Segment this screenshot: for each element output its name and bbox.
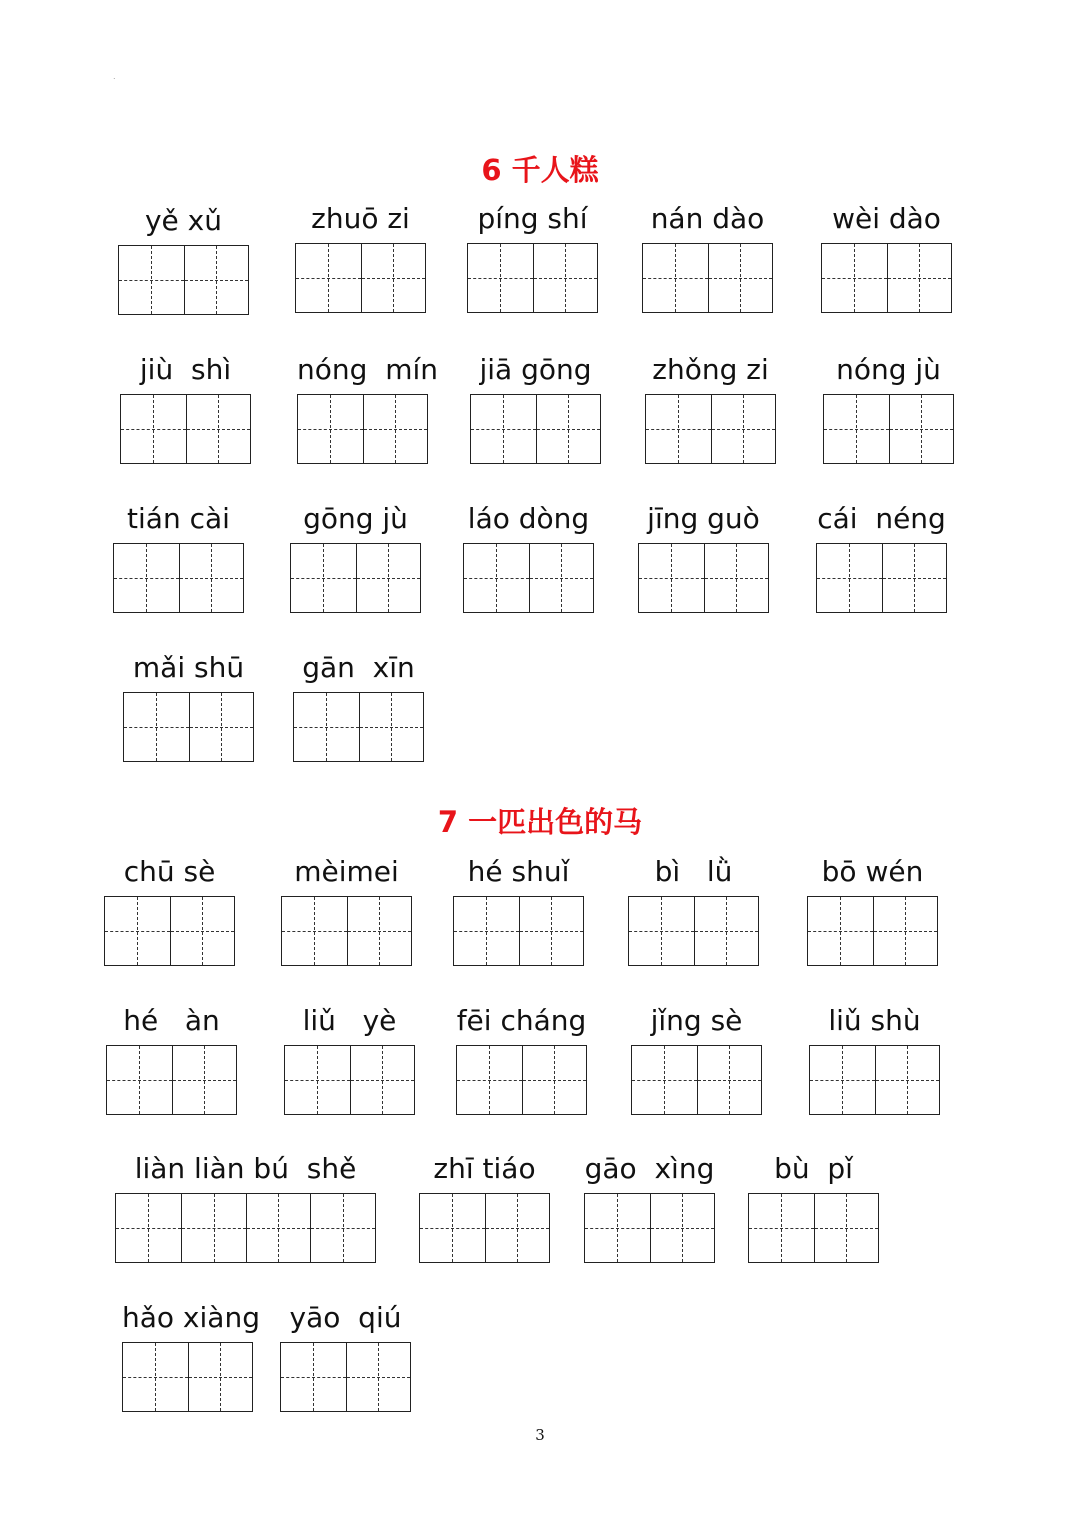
writing-grid[interactable]	[123, 692, 254, 762]
vocab-item	[419, 1153, 550, 1265]
writing-grid[interactable]	[467, 243, 598, 313]
writing-grid[interactable]	[280, 1342, 411, 1412]
vocab-item	[293, 652, 424, 764]
tianzige-cell[interactable]	[585, 1194, 650, 1262]
tianzige-cell[interactable]	[186, 395, 251, 463]
vocab-item	[821, 203, 952, 315]
writing-grid[interactable]	[290, 543, 421, 613]
writing-grid[interactable]	[453, 896, 584, 966]
vocab-item	[584, 1153, 715, 1265]
vocab-item	[106, 1005, 237, 1117]
pinyin-label: nóng jù	[836, 353, 941, 386]
pinyin-label: fēi cháng	[456, 1004, 587, 1037]
writing-grid[interactable]	[281, 896, 412, 966]
vocab-item	[809, 1005, 940, 1117]
vocab-item	[295, 203, 426, 315]
tianzige-cell[interactable]	[356, 544, 421, 612]
tianzige-cell[interactable]	[114, 544, 179, 612]
tianzige-cell[interactable]	[188, 1343, 253, 1411]
pinyin-label: mèimei	[294, 855, 399, 888]
tianzige-cell[interactable]	[310, 1194, 375, 1262]
writing-grid[interactable]	[807, 896, 938, 966]
vocab-item	[280, 1302, 411, 1414]
writing-grid[interactable]	[104, 896, 235, 966]
tianzige-cell[interactable]	[359, 693, 424, 761]
tianzige-cell[interactable]	[468, 244, 533, 312]
tianzige-cell[interactable]	[629, 897, 694, 965]
lesson-title: 6 千人糕	[481, 153, 599, 187]
tianzige-cell[interactable]	[457, 1046, 522, 1114]
tianzige-cell[interactable]	[184, 246, 249, 314]
writing-grid[interactable]	[645, 394, 776, 464]
tianzige-cell[interactable]	[123, 1343, 188, 1411]
pinyin-label: gōng jù	[303, 502, 408, 535]
tianzige-cell[interactable]	[711, 395, 776, 463]
vocab-item	[642, 203, 773, 315]
tianzige-cell[interactable]	[533, 244, 598, 312]
pinyin-label: jīng guò	[647, 502, 760, 535]
tianzige-cell[interactable]	[873, 897, 938, 965]
writing-grid[interactable]	[631, 1045, 762, 1115]
tianzige-cell[interactable]	[529, 544, 594, 612]
tianzige-cell[interactable]	[107, 1046, 172, 1114]
writing-grid[interactable]	[284, 1045, 415, 1115]
writing-grid[interactable]	[809, 1045, 940, 1115]
writing-grid[interactable]	[106, 1045, 237, 1115]
pinyin-label: gāo xìng	[584, 1152, 715, 1185]
writing-grid[interactable]	[628, 896, 759, 966]
vocab-item	[628, 856, 759, 968]
tianzige-cell[interactable]	[189, 693, 254, 761]
pinyin-label: bù pǐ	[774, 1152, 853, 1185]
tianzige-cell[interactable]	[650, 1194, 715, 1262]
tianzige-cell[interactable]	[639, 544, 704, 612]
tianzige-cell[interactable]	[694, 897, 759, 965]
writing-grid[interactable]	[584, 1193, 715, 1263]
vocab-item	[467, 203, 598, 315]
vocab-item	[748, 1153, 879, 1265]
vocab-item	[113, 503, 244, 615]
lesson-title: 7 一匹出色的马	[437, 805, 643, 839]
pinyin-label: cái néng	[817, 502, 946, 535]
tianzige-cell[interactable]	[697, 1046, 762, 1114]
tianzige-cell[interactable]	[361, 244, 426, 312]
pinyin-label: jiù shì	[139, 353, 232, 386]
tianzige-cell[interactable]	[704, 544, 769, 612]
pinyin-label: mǎi shū	[132, 651, 245, 684]
writing-grid[interactable]	[463, 543, 594, 613]
pinyin-label: bō wén	[821, 855, 924, 888]
pinyin-label: liàn liàn bú shě	[134, 1152, 357, 1185]
vocab-item	[631, 1005, 762, 1117]
tianzige-cell[interactable]	[814, 1194, 879, 1262]
writing-grid[interactable]	[470, 394, 601, 464]
writing-grid[interactable]	[120, 394, 251, 464]
vocab-item	[284, 1005, 415, 1117]
vocab-item	[120, 354, 251, 466]
pinyin-label: hé àn	[123, 1004, 220, 1037]
page-speck: .	[113, 72, 116, 81]
tianzige-cell[interactable]	[817, 544, 882, 612]
writing-grid[interactable]	[638, 543, 769, 613]
pinyin-label: píng shí	[477, 202, 588, 235]
pinyin-label: hé shuǐ	[467, 855, 570, 888]
pinyin-label: gān xīn	[302, 651, 415, 684]
vocab-item	[453, 856, 584, 968]
tianzige-cell[interactable]	[420, 1194, 485, 1262]
tianzige-cell[interactable]	[282, 897, 347, 965]
tianzige-cell[interactable]	[646, 395, 711, 463]
writing-grid[interactable]	[821, 243, 952, 313]
tianzige-cell[interactable]	[291, 544, 356, 612]
vocab-item	[290, 503, 421, 615]
tianzige-cell[interactable]	[105, 897, 170, 965]
tianzige-cell[interactable]	[887, 244, 952, 312]
pinyin-label: nóng mín	[297, 353, 438, 386]
writing-grid[interactable]	[118, 245, 249, 315]
writing-grid[interactable]	[295, 243, 426, 313]
tianzige-cell[interactable]	[124, 693, 189, 761]
page-number: 3	[535, 1426, 545, 1444]
vocab-item	[470, 354, 601, 466]
pinyin-label: nán dào	[650, 202, 765, 235]
pinyin-label: yě xǔ	[144, 204, 222, 237]
pinyin-label: wèi dào	[832, 202, 941, 235]
writing-grid[interactable]	[823, 394, 954, 464]
tianzige-cell[interactable]	[471, 395, 536, 463]
vocab-item	[297, 353, 438, 466]
tianzige-cell[interactable]	[875, 1046, 940, 1114]
tianzige-cell[interactable]	[454, 897, 519, 965]
tianzige-cell[interactable]	[464, 544, 529, 612]
tianzige-cell[interactable]	[298, 395, 363, 463]
pinyin-label: jiā gōng	[479, 353, 592, 386]
vocab-item	[807, 856, 938, 968]
tianzige-cell[interactable]	[808, 897, 873, 965]
writing-grid[interactable]	[122, 1342, 253, 1412]
tianzige-cell[interactable]	[294, 693, 359, 761]
pinyin-label: zhuō zi	[311, 202, 410, 235]
tianzige-cell[interactable]	[643, 244, 708, 312]
writing-grid[interactable]	[456, 1045, 587, 1115]
vocab-item	[104, 856, 235, 968]
tianzige-cell[interactable]	[889, 395, 954, 463]
tianzige-cell[interactable]	[632, 1046, 697, 1114]
pinyin-label: chū sè	[123, 855, 216, 888]
tianzige-cell[interactable]	[363, 395, 428, 463]
tianzige-cell[interactable]	[116, 1194, 181, 1262]
tianzige-cell[interactable]	[179, 544, 244, 612]
pinyin-label: zhǒng zi	[652, 353, 769, 386]
vocab-item	[463, 503, 594, 615]
tianzige-cell[interactable]	[181, 1194, 246, 1262]
pinyin-label: bì lǜ	[654, 855, 733, 888]
writing-grid[interactable]	[748, 1193, 879, 1263]
tianzige-cell[interactable]	[296, 244, 361, 312]
tianzige-cell[interactable]	[350, 1046, 415, 1114]
writing-grid[interactable]	[113, 543, 244, 613]
tianzige-cell[interactable]	[708, 244, 773, 312]
tianzige-cell[interactable]	[749, 1194, 814, 1262]
pinyin-label: yāo qiú	[289, 1301, 402, 1334]
pinyin-label: zhī tiáo	[433, 1152, 536, 1185]
vocab-item	[816, 503, 947, 615]
tianzige-cell[interactable]	[121, 395, 186, 463]
tianzige-cell[interactable]	[119, 246, 184, 314]
tianzige-cell[interactable]	[347, 897, 412, 965]
tianzige-cell[interactable]	[281, 1343, 346, 1411]
vocab-item	[115, 1153, 376, 1265]
tianzige-cell[interactable]	[246, 1194, 311, 1262]
writing-grid[interactable]	[297, 394, 428, 464]
tianzige-cell[interactable]	[882, 544, 947, 612]
pinyin-label: liǔ yè	[302, 1004, 397, 1037]
tianzige-cell[interactable]	[522, 1046, 587, 1114]
writing-grid[interactable]	[293, 692, 424, 762]
tianzige-cell[interactable]	[824, 395, 889, 463]
tianzige-cell[interactable]	[536, 395, 601, 463]
tianzige-cell[interactable]	[810, 1046, 875, 1114]
vocab-item	[122, 1301, 260, 1414]
writing-grid[interactable]	[642, 243, 773, 313]
tianzige-cell[interactable]	[172, 1046, 237, 1114]
pinyin-label: tián cài	[127, 502, 230, 535]
pinyin-label: hǎo xiàng	[122, 1301, 260, 1334]
vocab-item	[118, 205, 249, 317]
vocab-item	[456, 1005, 587, 1117]
writing-grid[interactable]	[115, 1193, 376, 1263]
vocab-item	[823, 354, 954, 466]
tianzige-cell[interactable]	[822, 244, 887, 312]
tianzige-cell[interactable]	[285, 1046, 350, 1114]
tianzige-cell[interactable]	[170, 897, 235, 965]
writing-grid[interactable]	[419, 1193, 550, 1263]
writing-grid[interactable]	[816, 543, 947, 613]
vocab-item	[123, 652, 254, 764]
vocab-item	[645, 354, 776, 466]
pinyin-label: jǐng sè	[650, 1004, 743, 1037]
pinyin-label: láo dòng	[467, 502, 590, 535]
pinyin-label: liǔ shù	[828, 1004, 921, 1037]
tianzige-cell[interactable]	[485, 1194, 550, 1262]
vocab-item	[281, 856, 412, 968]
tianzige-cell[interactable]	[346, 1343, 411, 1411]
vocab-item	[638, 503, 769, 615]
tianzige-cell[interactable]	[519, 897, 584, 965]
